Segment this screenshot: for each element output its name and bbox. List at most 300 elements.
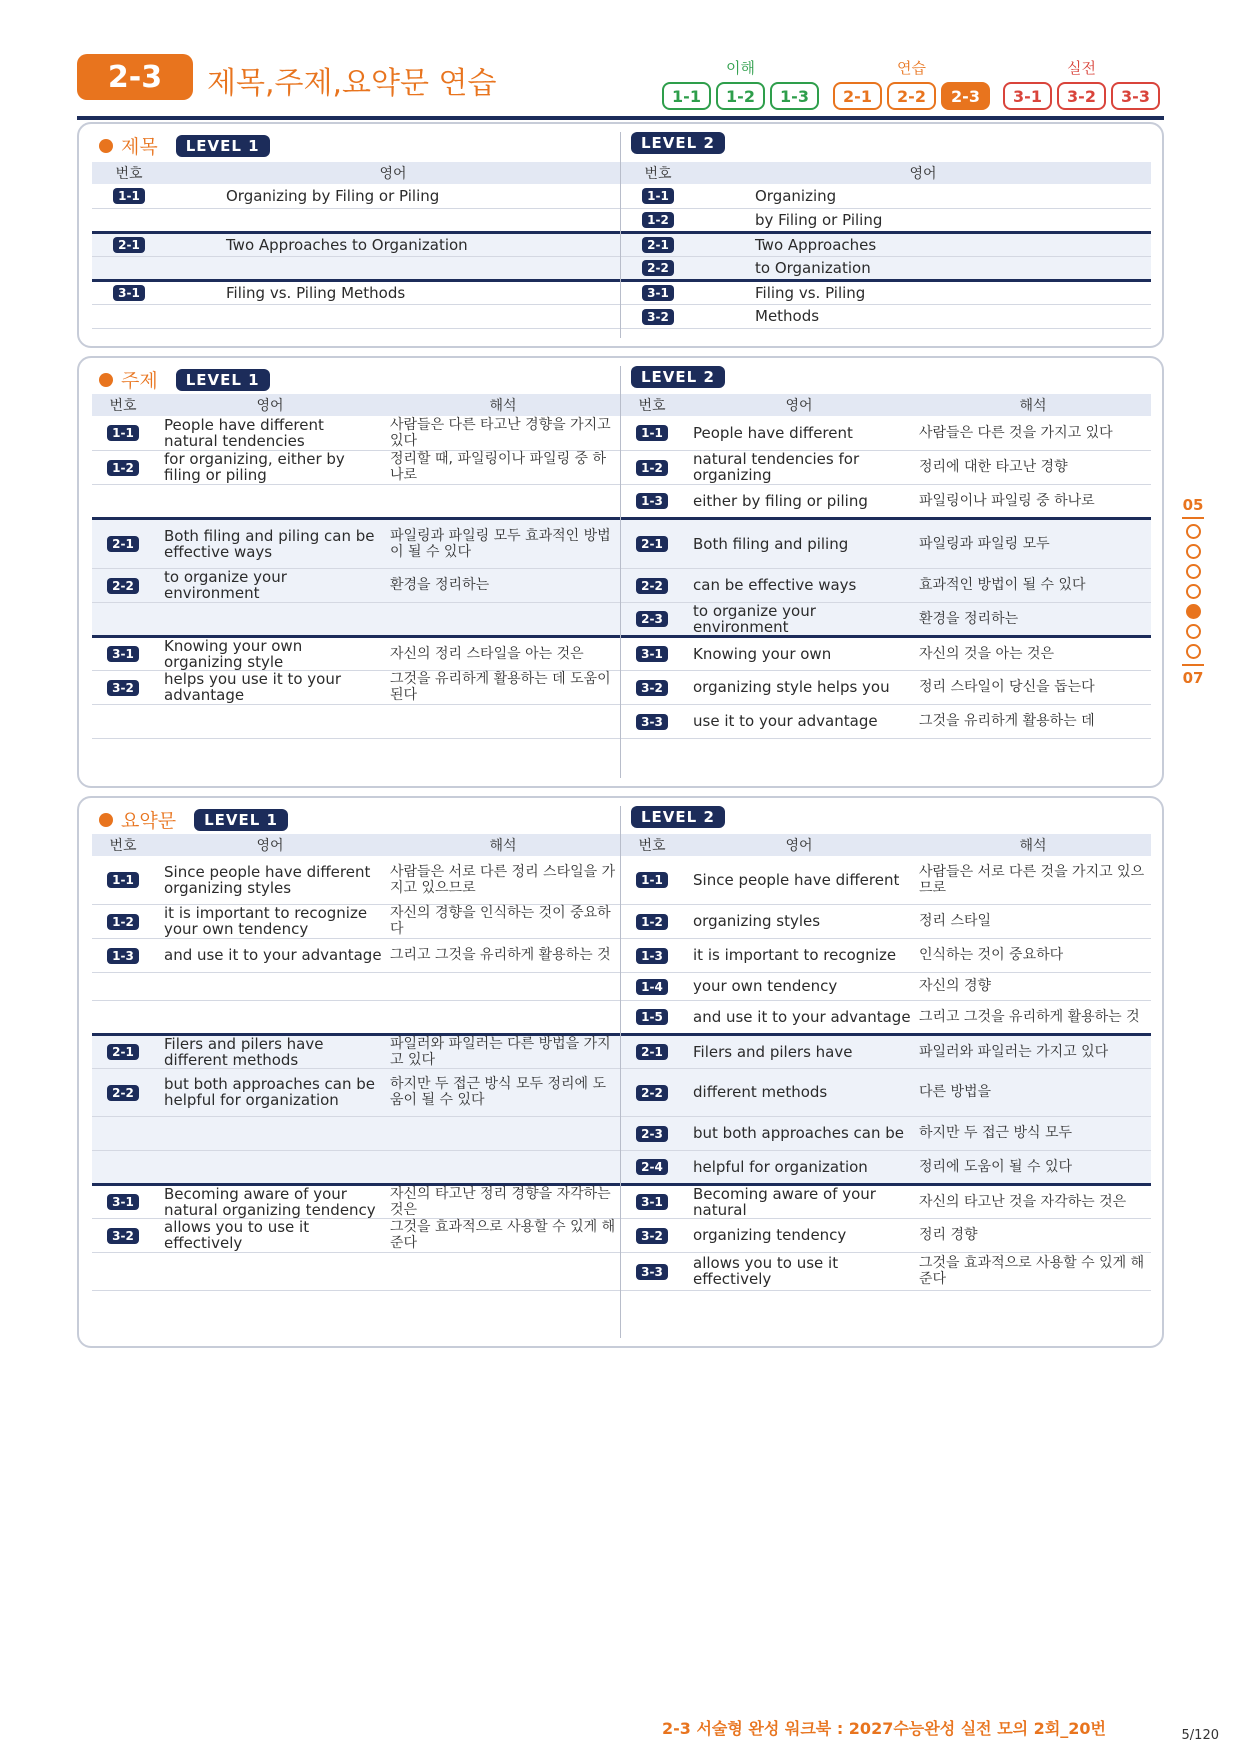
row-number-cell (92, 450, 154, 484)
row-number-badge: 1-1 (636, 425, 668, 441)
col-header-num: 번호 (92, 834, 154, 856)
korean-cell: 파일링이나 파일링 중 하나로 (915, 484, 1151, 518)
korean-cell: 파일링과 파일링 모두 효과적인 방법이 될 수 있다 (386, 518, 620, 568)
table-row (621, 208, 1151, 232)
english-cell: to Organization (695, 256, 1151, 280)
korean-cell (386, 1116, 620, 1150)
col-header-kor: 해석 (915, 834, 1151, 856)
korean-cell: 자신의 타고난 것을 자각하는 것은 (915, 1184, 1151, 1218)
nav-group-label: 이해 (726, 59, 755, 77)
row-number-badge: 1-2 (107, 914, 139, 930)
english-cell: it is important to recognize (683, 938, 915, 972)
row-number-cell (621, 972, 683, 1000)
english-cell: natural tendencies for organizing (683, 450, 915, 484)
nav-chip-3-2[interactable]: 3-2 (1057, 82, 1106, 110)
row-number-badge: 3-1 (107, 646, 139, 662)
table-row (92, 450, 620, 484)
topic-level1-table (92, 394, 620, 739)
side-tab-circle-icon[interactable] (1186, 544, 1201, 559)
section-name: 주제 (121, 370, 158, 392)
table-row (92, 856, 620, 904)
side-tab-start: 05 (1182, 496, 1204, 514)
table-row (92, 1116, 620, 1150)
col-header-eng: 영어 (166, 162, 620, 184)
col-header-eng: 영어 (683, 834, 915, 856)
row-number-cell (621, 904, 683, 938)
english-cell: by Filing or Piling (695, 208, 1151, 232)
table-row (92, 416, 620, 450)
english-cell: Filers and pilers have different methods (154, 1034, 386, 1068)
english-cell (166, 256, 620, 280)
korean-cell (386, 1150, 620, 1184)
row-number-cell (621, 280, 695, 304)
english-cell: Organizing (695, 184, 1151, 208)
col-header-num: 번호 (92, 394, 154, 416)
english-cell: use it to your advantage (683, 704, 915, 738)
korean-cell: 사람들은 서로 다른 정리 스타일을 가지고 있으므로 (386, 856, 620, 904)
english-cell: Both filing and piling (683, 518, 915, 568)
row-number-badge: 2-1 (636, 536, 668, 552)
table-row (92, 518, 620, 568)
english-cell: People have different (683, 416, 915, 450)
row-number-cell (621, 1000, 683, 1034)
korean-cell: 그것을 유리하게 활용하는 데 도움이 된다 (386, 670, 620, 704)
row-number-cell (92, 856, 154, 904)
row-number-badge: 1-4 (636, 979, 668, 995)
korean-cell: 다른 방법을 (915, 1068, 1151, 1116)
korean-cell: 그리고 그것을 유리하게 활용하는 것 (915, 1000, 1151, 1034)
english-cell: your own tendency (683, 972, 915, 1000)
korean-cell: 자신의 정리 스타일을 아는 것은 (386, 636, 620, 670)
english-cell: Becoming aware of your natural organizing tendency (154, 1184, 386, 1218)
table-row (92, 1150, 620, 1184)
row-number-badge: 3-3 (636, 714, 668, 730)
title-level2-table (621, 162, 1151, 329)
table-row (621, 184, 1151, 208)
nav-group-practice (833, 58, 990, 110)
table-row (92, 232, 620, 256)
row-number-badge: 2-1 (107, 536, 139, 552)
row-number-cell (621, 670, 683, 704)
row-number-badge: 3-2 (107, 1228, 139, 1244)
english-cell: but both approaches can be helpful for organization (154, 1068, 386, 1116)
korean-cell: 자신의 타고난 정리 경향을 자각하는 것은 (386, 1184, 620, 1218)
english-cell: Organizing by Filing or Piling (166, 184, 620, 208)
row-number-cell (92, 304, 166, 328)
side-tab-circle-icon[interactable] (1186, 584, 1201, 599)
col-header-num: 번호 (92, 162, 166, 184)
english-cell: can be effective ways (683, 568, 915, 602)
english-cell: Both filing and piling can be effective ways (154, 518, 386, 568)
korean-cell: 정리 경향 (915, 1218, 1151, 1252)
english-cell: Filing vs. Piling (695, 280, 1151, 304)
level-badge: LEVEL 1 (176, 369, 270, 391)
table-row (621, 636, 1151, 670)
table-row (92, 636, 620, 670)
footer-main: 2027수능완성 실전 모의 2회_20번 (848, 1719, 1106, 1738)
col-header-eng: 영어 (154, 834, 386, 856)
row-number-cell (621, 1116, 683, 1150)
nav-chip-2-2[interactable]: 2-2 (887, 82, 936, 110)
table-row (621, 484, 1151, 518)
level-badge: LEVEL 1 (176, 135, 270, 157)
table-row (92, 670, 620, 704)
table-row (92, 1184, 620, 1218)
english-cell: Methods (695, 304, 1151, 328)
english-cell: Becoming aware of your natural (683, 1184, 915, 1218)
title-level1-table (92, 162, 620, 329)
col-header-eng: 영어 (154, 394, 386, 416)
row-number-cell (92, 256, 166, 280)
row-number-badge: 2-1 (642, 237, 674, 253)
row-number-badge: 2-2 (636, 1085, 668, 1101)
korean-cell: 그리고 그것을 유리하게 활용하는 것 (386, 938, 620, 972)
table-row (621, 904, 1151, 938)
english-cell: organizing style helps you (683, 670, 915, 704)
english-cell: Knowing your own organizing style (154, 636, 386, 670)
english-cell (154, 602, 386, 636)
col-header-kor: 해석 (915, 394, 1151, 416)
table-row (92, 1218, 620, 1252)
table-row (621, 256, 1151, 280)
english-cell: to organize your environment (683, 602, 915, 636)
english-cell: Two Approaches to Organization (166, 232, 620, 256)
english-cell: helpful for organization (683, 1150, 915, 1184)
header-divider (77, 116, 1164, 120)
korean-cell: 그것을 효과적으로 사용할 수 있게 해준다 (386, 1218, 620, 1252)
row-number-badge: 1-1 (642, 188, 674, 204)
korean-cell (386, 484, 620, 518)
korean-cell: 자신의 경향 (915, 972, 1151, 1000)
side-tab-circle-icon[interactable] (1186, 524, 1201, 539)
english-cell (154, 1252, 386, 1290)
row-number-cell (92, 1034, 154, 1068)
table-row (92, 256, 620, 280)
row-number-cell (92, 972, 154, 1000)
table-row (92, 1252, 620, 1290)
section-topic (77, 356, 1164, 788)
row-number-badge: 1-2 (107, 460, 139, 476)
korean-cell: 자신의 것을 아는 것은 (915, 636, 1151, 670)
table-row (621, 670, 1151, 704)
row-number-badge: 3-2 (636, 680, 668, 696)
table-row (621, 304, 1151, 328)
row-number-badge: 1-1 (113, 188, 145, 204)
side-tab-circle-icon[interactable] (1186, 624, 1201, 639)
english-cell: organizing styles (683, 904, 915, 938)
table-row (621, 280, 1151, 304)
korean-cell (386, 704, 620, 738)
summary-level1-table (92, 834, 620, 1291)
table-row (92, 1068, 620, 1116)
korean-cell: 사람들은 다른 타고난 경향을 가지고 있다 (386, 416, 620, 450)
row-number-cell (92, 1252, 154, 1290)
korean-cell: 정리에 도움이 될 수 있다 (915, 1150, 1151, 1184)
english-cell (154, 1116, 386, 1150)
row-number-badge: 3-1 (642, 285, 674, 301)
row-number-badge: 3-1 (107, 1194, 139, 1210)
english-cell: either by filing or piling (683, 484, 915, 518)
table-row (621, 416, 1151, 450)
table-row (92, 208, 620, 232)
table-row (92, 904, 620, 938)
footer-title (662, 1716, 1106, 1739)
row-number-badge: 3-2 (636, 1228, 668, 1244)
row-number-badge: 1-1 (107, 872, 139, 888)
korean-cell (386, 972, 620, 1000)
nav-group-label: 연습 (897, 59, 926, 77)
english-cell: allows you to use it effectively (683, 1252, 915, 1290)
section-badge: 2-3 (77, 54, 193, 100)
col-header-kor: 해석 (386, 834, 620, 856)
row-number-cell (92, 184, 166, 208)
row-number-badge: 2-2 (107, 1085, 139, 1101)
table-row (92, 304, 620, 328)
row-number-cell (92, 232, 166, 256)
english-cell: People have different natural tendencies (154, 416, 386, 450)
korean-cell: 파일러와 파일러는 가지고 있다 (915, 1034, 1151, 1068)
side-chapter-tab (1178, 496, 1208, 687)
row-number-cell (621, 450, 683, 484)
side-tab-end: 07 (1182, 669, 1204, 687)
row-number-badge: 1-3 (636, 493, 668, 509)
table-row (621, 1000, 1151, 1034)
row-number-cell (621, 256, 695, 280)
row-number-badge: 3-2 (107, 680, 139, 696)
korean-cell: 그것을 효과적으로 사용할 수 있게 해준다 (915, 1252, 1151, 1290)
row-number-badge: 1-1 (107, 425, 139, 441)
row-number-badge: 1-1 (636, 872, 668, 888)
row-number-badge: 3-1 (636, 1194, 668, 1210)
english-cell (154, 704, 386, 738)
table-row (621, 972, 1151, 1000)
row-number-badge: 3-2 (642, 309, 674, 325)
english-cell: Knowing your own (683, 636, 915, 670)
english-cell: Since people have different (683, 856, 915, 904)
row-number-cell (621, 1068, 683, 1116)
nav-chip-3-3[interactable]: 3-3 (1111, 82, 1160, 110)
nav-chip-2-1[interactable]: 2-1 (833, 82, 882, 110)
table-row (621, 1150, 1151, 1184)
korean-cell: 정리할 때, 파일링이나 파일링 중 하나로 (386, 450, 620, 484)
side-tab-circle-icon[interactable] (1186, 564, 1201, 579)
table-row (621, 1068, 1151, 1116)
row-number-badge: 2-1 (636, 1044, 668, 1060)
row-number-cell (621, 184, 695, 208)
row-number-cell (92, 1116, 154, 1150)
row-number-badge: 2-1 (113, 237, 145, 253)
page-number: 5/120 (1181, 1728, 1219, 1743)
summary-level2-table (621, 834, 1151, 1291)
korean-cell: 효과적인 방법이 될 수 있다 (915, 568, 1151, 602)
row-number-badge: 1-2 (636, 460, 668, 476)
row-number-cell (621, 938, 683, 972)
korean-cell: 정리에 대한 타고난 경향 (915, 450, 1151, 484)
korean-cell (386, 1000, 620, 1034)
row-number-cell (621, 856, 683, 904)
row-number-cell (92, 636, 154, 670)
row-number-badge: 3-1 (113, 285, 145, 301)
nav-chip-1-3[interactable]: 1-3 (770, 82, 819, 110)
korean-cell: 정리 스타일이 당신을 돕는다 (915, 670, 1151, 704)
english-cell (154, 1150, 386, 1184)
row-number-cell (92, 904, 154, 938)
english-cell (154, 972, 386, 1000)
row-number-cell (92, 568, 154, 602)
table-row (621, 518, 1151, 568)
table-row (621, 1252, 1151, 1290)
nav-chip-2-3[interactable]: 2-3 (941, 82, 990, 110)
row-number-cell (92, 704, 154, 738)
level-badge: LEVEL 2 (631, 806, 725, 828)
table-row (92, 704, 620, 738)
row-number-cell (621, 1218, 683, 1252)
nav-group-label: 실전 (1067, 59, 1096, 77)
row-number-cell (621, 416, 683, 450)
topic-level2-table (621, 394, 1151, 739)
table-row (92, 938, 620, 972)
table-row (621, 602, 1151, 636)
english-cell: Filers and pilers have (683, 1034, 915, 1068)
row-number-cell (92, 1184, 154, 1218)
row-number-cell (621, 1184, 683, 1218)
row-number-badge: 1-2 (642, 212, 674, 228)
row-number-cell (92, 938, 154, 972)
english-cell: it is important to recognize your own tendency (154, 904, 386, 938)
english-cell: to organize your environment (154, 568, 386, 602)
nav-chip-1-2[interactable]: 1-2 (716, 82, 765, 110)
english-cell: organizing tendency (683, 1218, 915, 1252)
footer-prefix: 2-3 서술형 완성 워크북 : (661, 1719, 849, 1738)
row-number-cell (621, 1034, 683, 1068)
english-cell (166, 304, 620, 328)
english-cell (154, 484, 386, 518)
col-header-kor: 해석 (386, 394, 620, 416)
row-number-cell (621, 518, 683, 568)
nav-chip-1-1[interactable]: 1-1 (662, 82, 711, 110)
row-number-cell (92, 416, 154, 450)
col-header-num: 번호 (621, 394, 683, 416)
level-badge: LEVEL 2 (631, 132, 725, 154)
row-number-badge: 2-3 (636, 611, 668, 627)
row-number-cell (92, 1150, 154, 1184)
table-row (621, 1184, 1151, 1218)
table-row (92, 972, 620, 1000)
row-number-badge: 3-1 (636, 646, 668, 662)
nav-chip-3-1[interactable]: 3-1 (1003, 82, 1052, 110)
row-number-badge: 2-2 (636, 578, 668, 594)
row-number-badge: 2-2 (107, 578, 139, 594)
row-number-cell (621, 484, 683, 518)
table-row (621, 1034, 1151, 1068)
bullet-dot-icon (99, 139, 113, 153)
korean-cell: 사람들은 서로 다른 것을 가지고 있으므로 (915, 856, 1151, 904)
row-number-cell (92, 518, 154, 568)
korean-cell (386, 602, 620, 636)
english-cell: helps you use it to your advantage (154, 670, 386, 704)
korean-cell: 파일러와 파일러는 다른 방법을 가지고 있다 (386, 1034, 620, 1068)
english-cell: but both approaches can be (683, 1116, 915, 1150)
row-number-cell (621, 1252, 683, 1290)
section-summary (77, 796, 1164, 1348)
row-number-badge: 2-2 (642, 260, 674, 276)
col-header-eng: 영어 (683, 394, 915, 416)
table-row (92, 602, 620, 636)
row-number-badge: 1-2 (636, 914, 668, 930)
col-header-num: 번호 (621, 834, 683, 856)
english-cell: Filing vs. Piling Methods (166, 280, 620, 304)
korean-cell: 하지만 두 접근 방식 모두 (915, 1116, 1151, 1150)
row-number-cell (92, 1218, 154, 1252)
english-cell: allows you to use it effectively (154, 1218, 386, 1252)
level-badge: LEVEL 1 (194, 809, 288, 831)
table-row (92, 1000, 620, 1034)
english-cell: and use it to your advantage (683, 1000, 915, 1034)
korean-cell: 환경을 정리하는 (915, 602, 1151, 636)
row-number-badge: 1-3 (636, 948, 668, 964)
row-number-cell (621, 304, 695, 328)
level-badge: LEVEL 2 (631, 366, 725, 388)
col-header-eng: 영어 (695, 162, 1151, 184)
english-cell: for organizing, either by filing or piling (154, 450, 386, 484)
row-number-badge: 1-5 (636, 1009, 668, 1025)
korean-cell: 인식하는 것이 중요하다 (915, 938, 1151, 972)
side-tab-circle-icon[interactable] (1186, 644, 1201, 659)
english-cell (154, 1000, 386, 1034)
row-number-cell (621, 602, 683, 636)
row-number-cell (621, 704, 683, 738)
table-row (621, 938, 1151, 972)
korean-cell: 환경을 정리하는 (386, 568, 620, 602)
table-row (92, 280, 620, 304)
row-number-cell (621, 232, 695, 256)
row-number-badge: 2-4 (636, 1159, 668, 1175)
row-number-cell (621, 636, 683, 670)
row-number-cell (92, 670, 154, 704)
side-tab-circle-icon[interactable] (1186, 604, 1201, 619)
row-number-cell (92, 208, 166, 232)
english-cell: Since people have different organizing styles (154, 856, 386, 904)
row-number-badge: 1-3 (107, 948, 139, 964)
korean-cell: 그것을 유리하게 활용하는 데 (915, 704, 1151, 738)
row-number-cell (621, 568, 683, 602)
row-number-cell (621, 208, 695, 232)
korean-cell: 하지만 두 접근 방식 모두 정리에 도움이 될 수 있다 (386, 1068, 620, 1116)
table-row (621, 450, 1151, 484)
table-row (621, 1116, 1151, 1150)
row-number-cell (92, 1000, 154, 1034)
korean-cell: 자신의 경향을 인식하는 것이 중요하다 (386, 904, 620, 938)
nav-group-real (1003, 58, 1160, 110)
korean-cell: 파일링과 파일링 모두 (915, 518, 1151, 568)
bullet-dot-icon (99, 373, 113, 387)
table-row (621, 856, 1151, 904)
english-cell (166, 208, 620, 232)
table-row (92, 184, 620, 208)
english-cell: and use it to your advantage (154, 938, 386, 972)
table-row (621, 232, 1151, 256)
row-number-cell (92, 484, 154, 518)
bullet-dot-icon (99, 813, 113, 827)
row-number-badge: 2-3 (636, 1126, 668, 1142)
nav-group-understand (662, 58, 819, 110)
english-cell: different methods (683, 1068, 915, 1116)
row-number-badge: 3-3 (636, 1264, 668, 1280)
table-row (621, 704, 1151, 738)
korean-cell: 사람들은 다른 것을 가지고 있다 (915, 416, 1151, 450)
row-number-badge: 2-1 (107, 1044, 139, 1060)
table-row (92, 1034, 620, 1068)
